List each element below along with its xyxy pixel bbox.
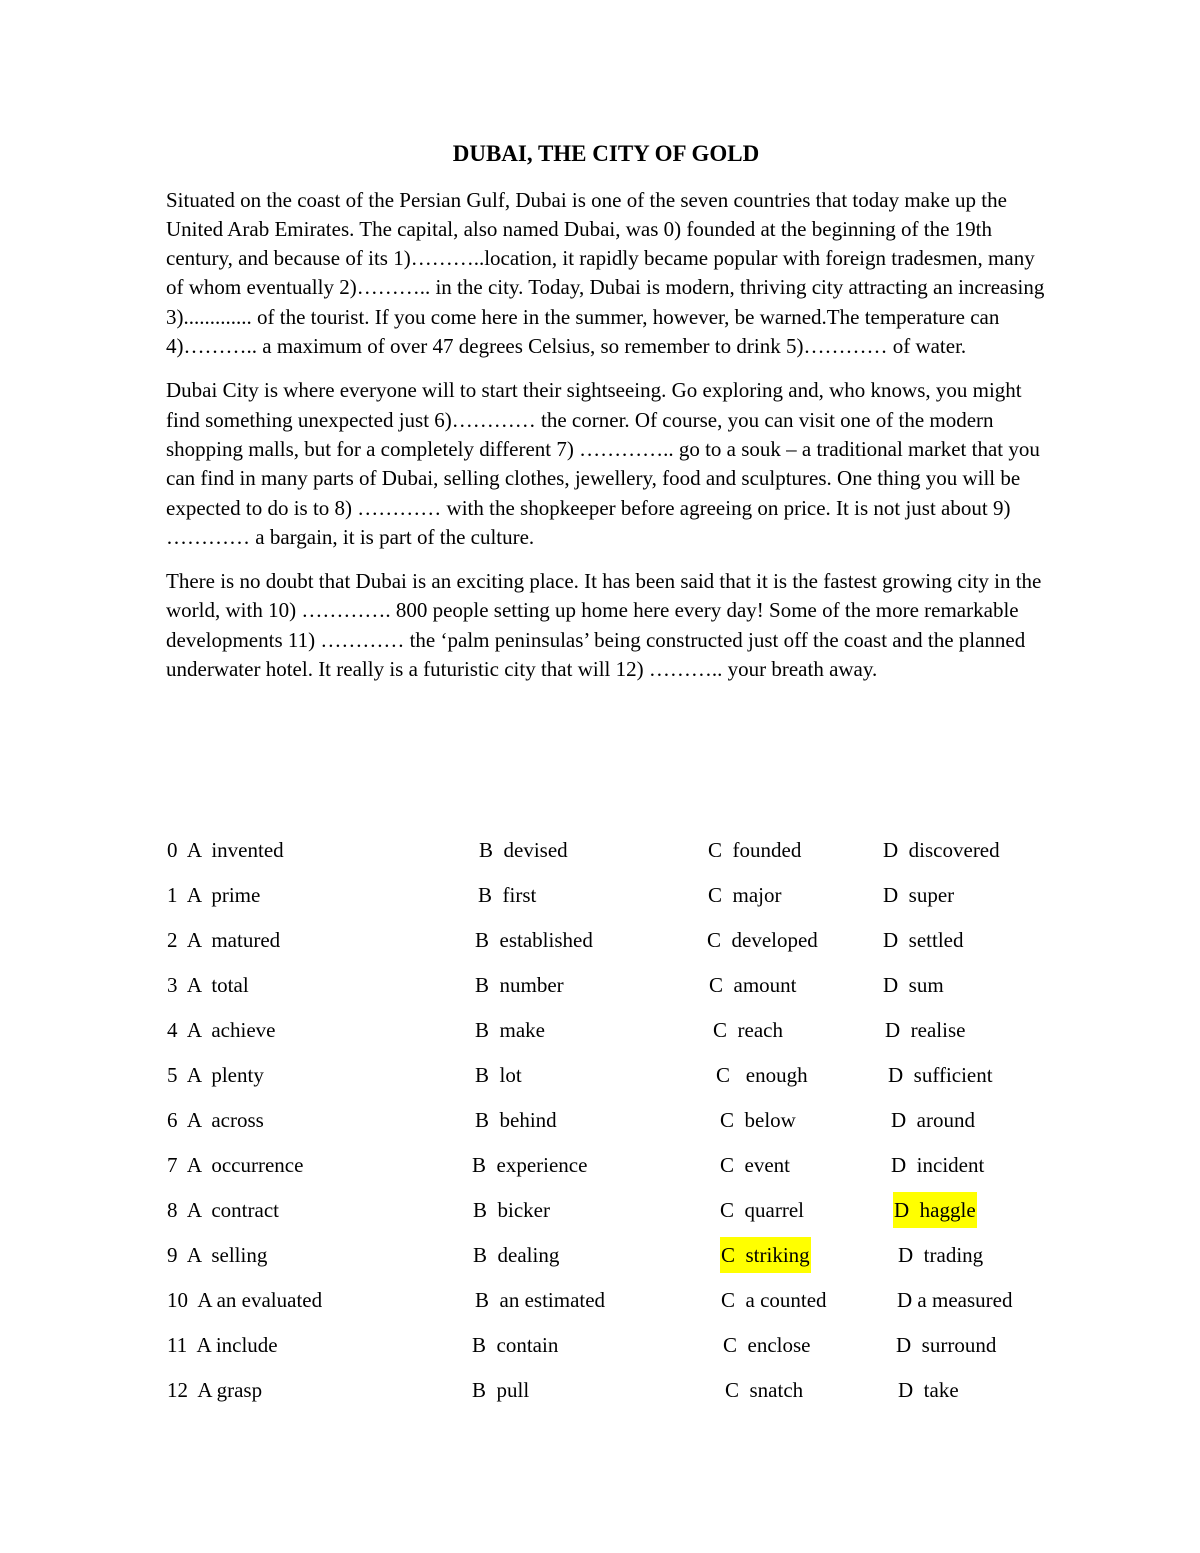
option-b: B contain xyxy=(472,1333,559,1357)
option-a: 0 A invented xyxy=(167,838,284,862)
option-b: B bicker xyxy=(473,1198,550,1222)
option-d: D trading xyxy=(898,1243,984,1267)
option-c: C reach xyxy=(713,1018,783,1042)
option-row-8 xyxy=(166,1192,1046,1237)
option-d: D around xyxy=(891,1108,975,1132)
option-c: C a counted xyxy=(721,1288,827,1312)
option-row-10 xyxy=(166,1282,1046,1327)
option-b: B devised xyxy=(479,838,568,862)
option-a: 12 A grasp xyxy=(167,1378,263,1402)
option-a: 5 A plenty xyxy=(167,1063,264,1087)
option-row-2 xyxy=(166,922,1046,967)
option-c: C founded xyxy=(708,838,802,862)
paragraph-2: Dubai City is where everyone will to start their sightseeing. Go exploring and, who knows, you might find something unexpected just 6)………… the corner. Of course, you can visit one of the modern shopping malls, but for a completely different 7) ………….. go to a souk – a traditional market that you can find in many parts of Dubai, selling clothes, jewellery, food and sculptures. One thing you will be expected to do is to 8) ………… with the shopkeeper before agreeing on price. It is not just about 9) ………… a bargain, it is part of the culture. xyxy=(166,378,1040,549)
option-b: B lot xyxy=(475,1063,522,1087)
option-d: D sum xyxy=(883,973,944,997)
option-b: B pull xyxy=(472,1378,530,1402)
option-a: 7 A occurrence xyxy=(167,1153,304,1177)
option-row-0 xyxy=(166,832,1046,877)
option-b: B dealing xyxy=(473,1243,560,1267)
option-c: C developed xyxy=(707,928,818,952)
option-c: C striking xyxy=(720,1237,811,1273)
option-c: C major xyxy=(708,883,782,907)
option-row-7 xyxy=(166,1147,1046,1192)
document-title: DUBAI, THE CITY OF GOLD xyxy=(452,141,760,166)
option-d: D incident xyxy=(891,1153,985,1177)
option-c: C quarrel xyxy=(720,1198,804,1222)
option-row-1 xyxy=(166,877,1046,922)
option-b: B an estimated xyxy=(475,1288,606,1312)
option-c: C enclose xyxy=(723,1333,811,1357)
option-a: 11 A include xyxy=(167,1333,278,1357)
option-c: C enough xyxy=(716,1063,808,1087)
document-body xyxy=(166,140,1046,699)
option-b: B established xyxy=(475,928,593,952)
option-c: C snatch xyxy=(725,1378,804,1402)
option-c: C amount xyxy=(709,973,797,997)
option-b: B make xyxy=(475,1018,545,1042)
option-row-9 xyxy=(166,1237,1046,1282)
option-a: 9 A selling xyxy=(167,1243,268,1267)
option-b: B experience xyxy=(472,1153,588,1177)
option-a: 4 A achieve xyxy=(167,1018,276,1042)
option-row-12 xyxy=(166,1372,1046,1417)
option-a: 2 A matured xyxy=(167,928,281,952)
paragraph-1: Situated on the coast of the Persian Gulf, Dubai is one of the seven countries that today make up the United Arab Emirates. The capital, also named Dubai, was 0) founded at the beginning of the 19th century, and because of its 1)………..location, it rapidly became popular with foreign tradesmen, many of whom eventually 2)……….. in the city. Today, Dubai is modern, thriving city attracting an increasing 3)............. of the tourist. If you come here in the summer, however, be warned.The temperature can 4)……….. a maximum of over 47 degrees Celsius, so remember to drink 5)………… of water. xyxy=(166,187,1045,359)
option-b: B number xyxy=(475,973,564,997)
option-b: B first xyxy=(478,883,537,907)
option-b: B behind xyxy=(475,1108,557,1132)
paragraph-3: There is no doubt that Dubai is an exciting place. It has been said that it is the fastest growing city in the world, with 10) …………. 800 people setting up home here every day! Some of the more remarkable developments 11) ………… the ‘palm peninsulas’ being constructed just off the coast and the planned underwater hotel. It really is a futuristic city that will 12) ……….. your breath away. xyxy=(166,569,1042,682)
option-row-3 xyxy=(166,967,1046,1012)
answer-options xyxy=(166,832,1046,1417)
option-row-4 xyxy=(166,1012,1046,1057)
option-a: 1 A prime xyxy=(167,883,261,907)
option-d: D haggle xyxy=(893,1192,977,1228)
option-row-6 xyxy=(166,1102,1046,1147)
option-d: D a measured xyxy=(897,1288,1013,1312)
option-a: 3 A total xyxy=(167,973,249,997)
option-d: D settled xyxy=(883,928,964,952)
option-d: D take xyxy=(898,1378,959,1402)
option-d: D discovered xyxy=(883,838,1000,862)
option-d: D surround xyxy=(896,1333,997,1357)
option-d: D realise xyxy=(885,1018,966,1042)
option-d: D sufficient xyxy=(888,1063,993,1087)
option-a: 10 A an evaluated xyxy=(167,1288,323,1312)
option-row-11 xyxy=(166,1327,1046,1372)
option-c: C below xyxy=(720,1108,796,1132)
option-d: D super xyxy=(883,883,955,907)
option-c: C event xyxy=(720,1153,790,1177)
option-a: 6 A across xyxy=(167,1108,264,1132)
option-row-5 xyxy=(166,1057,1046,1102)
option-a: 8 A contract xyxy=(167,1198,279,1222)
